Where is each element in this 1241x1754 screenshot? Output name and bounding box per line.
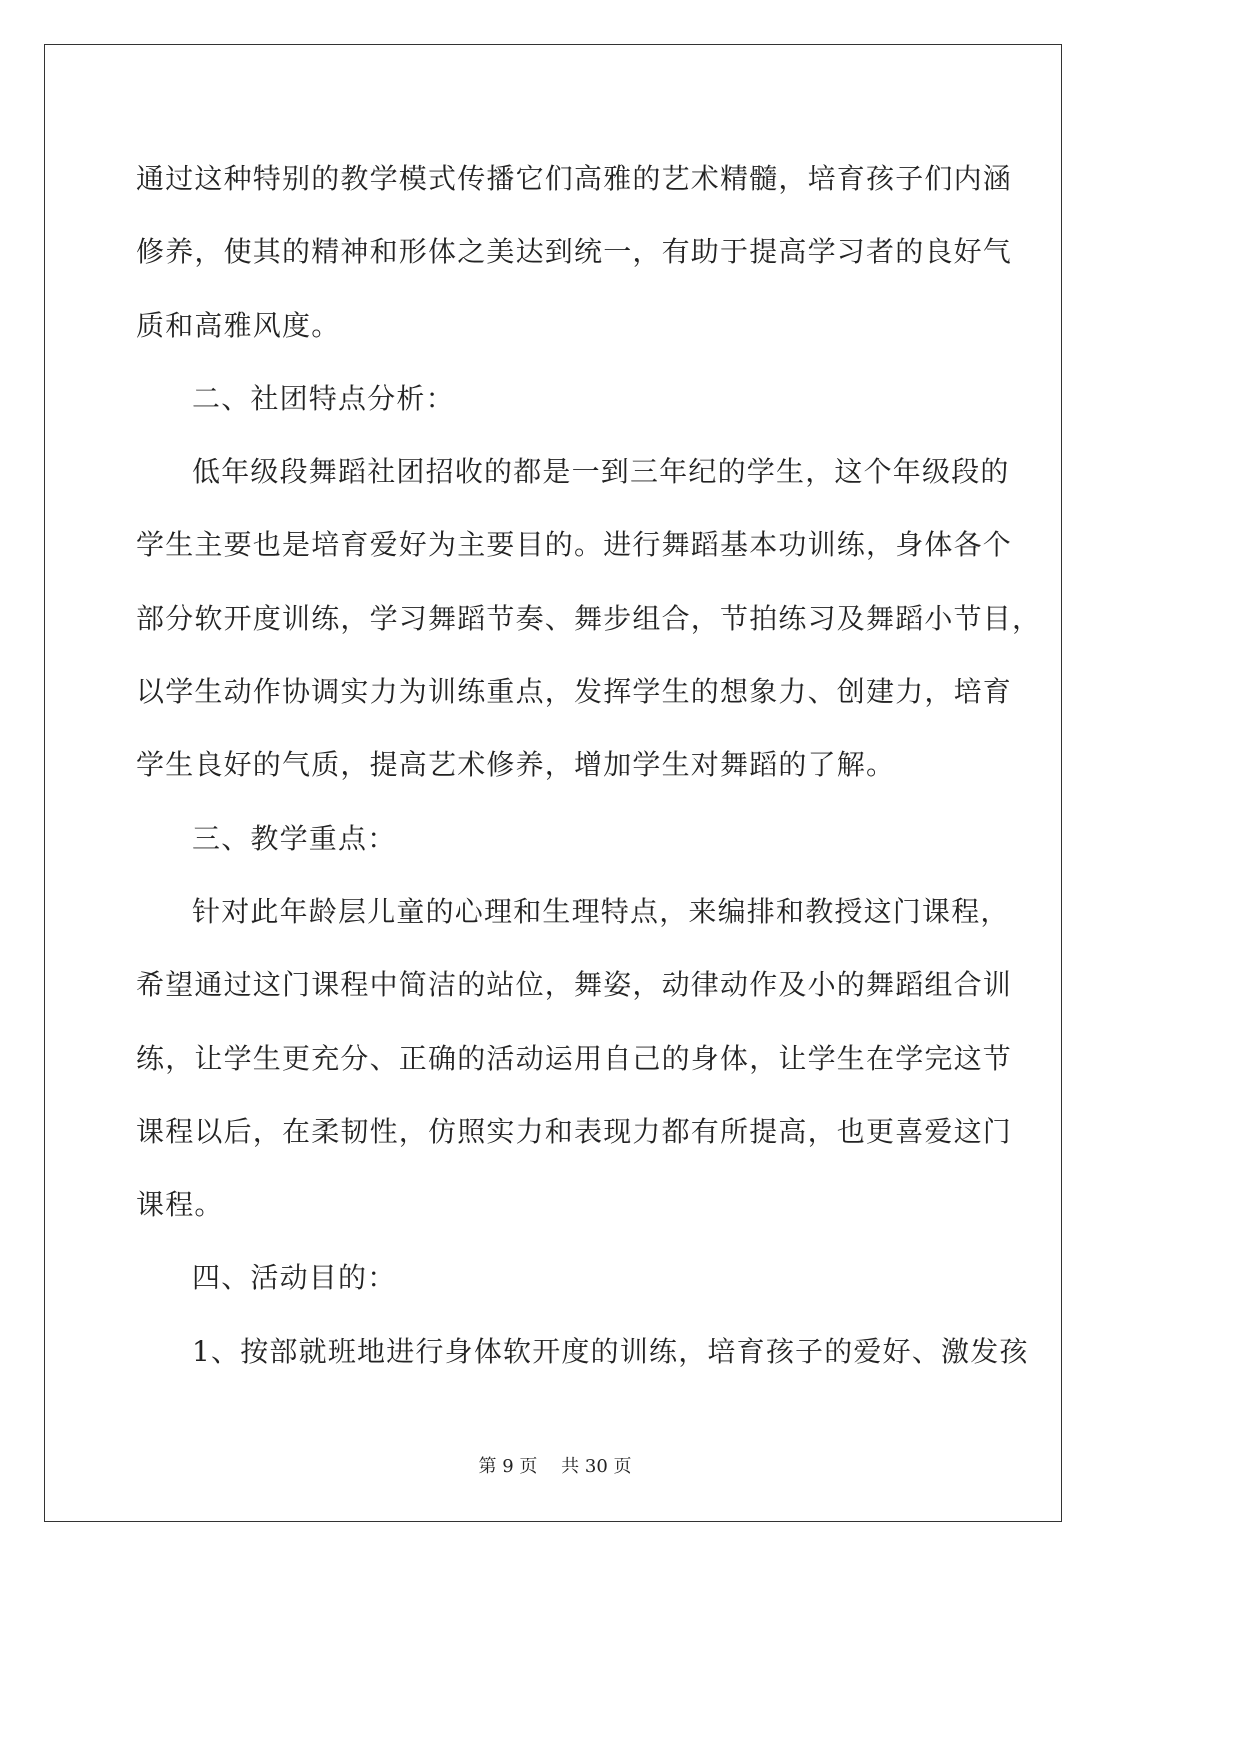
text-line: 练，让学生更充分、正确的活动运用自己的身体，让学生在学完这节 — [136, 1041, 1013, 1075]
page-total: 共 30 页 — [561, 1456, 632, 1477]
text-line: 修养，使其的精神和形体之美达到统一，有助于提高学习者的良好气 — [136, 235, 1013, 269]
document-body — [136, 142, 1042, 1388]
text-line: 三、教学重点： — [192, 821, 397, 855]
text-line: 课程以后，在柔韧性，仿照实力和表现力都有所提高，也更喜爱这门 — [136, 1114, 1013, 1148]
text-line: 四、活动目的： — [192, 1261, 397, 1295]
text-line: 部分软开度训练，学习舞蹈节奏、舞步组合，节拍练习及舞蹈小节目， — [136, 601, 1042, 635]
text-line: 通过这种特别的教学模式传播它们高雅的艺术精髓，培育孩子们内涵 — [136, 162, 1013, 195]
page-footer — [0, 1452, 1110, 1478]
text-line: 1、按部就班地进行身体软开度的训练，培育孩子的爱好、激发孩 — [192, 1334, 1029, 1368]
text-line: 质和高雅风度。 — [136, 308, 341, 342]
text-line: 二、社团特点分析： — [192, 381, 455, 415]
text-line: 以学生动作协调实力为训练重点，发挥学生的想象力、创建力，培育 — [136, 675, 1013, 709]
page-number: 第 9 页 — [478, 1456, 538, 1477]
text-line: 课程。 — [136, 1188, 224, 1222]
text-line: 低年级段舞蹈社团招收的都是一到三年纪的学生，这个年级段的 — [192, 455, 1010, 489]
text-line: 学生良好的气质，提高艺术修养，增加学生对舞蹈的了解。 — [136, 748, 896, 782]
text-line: 针对此年龄层儿童的心理和生理特点，来编排和教授这门课程， — [192, 894, 1010, 928]
text-line: 希望通过这门课程中简洁的站位，舞姿，动律动作及小的舞蹈组合训 — [136, 968, 1013, 1002]
text-line: 学生主要也是培育爱好为主要目的。进行舞蹈基本功训练，身体各个 — [136, 528, 1013, 562]
